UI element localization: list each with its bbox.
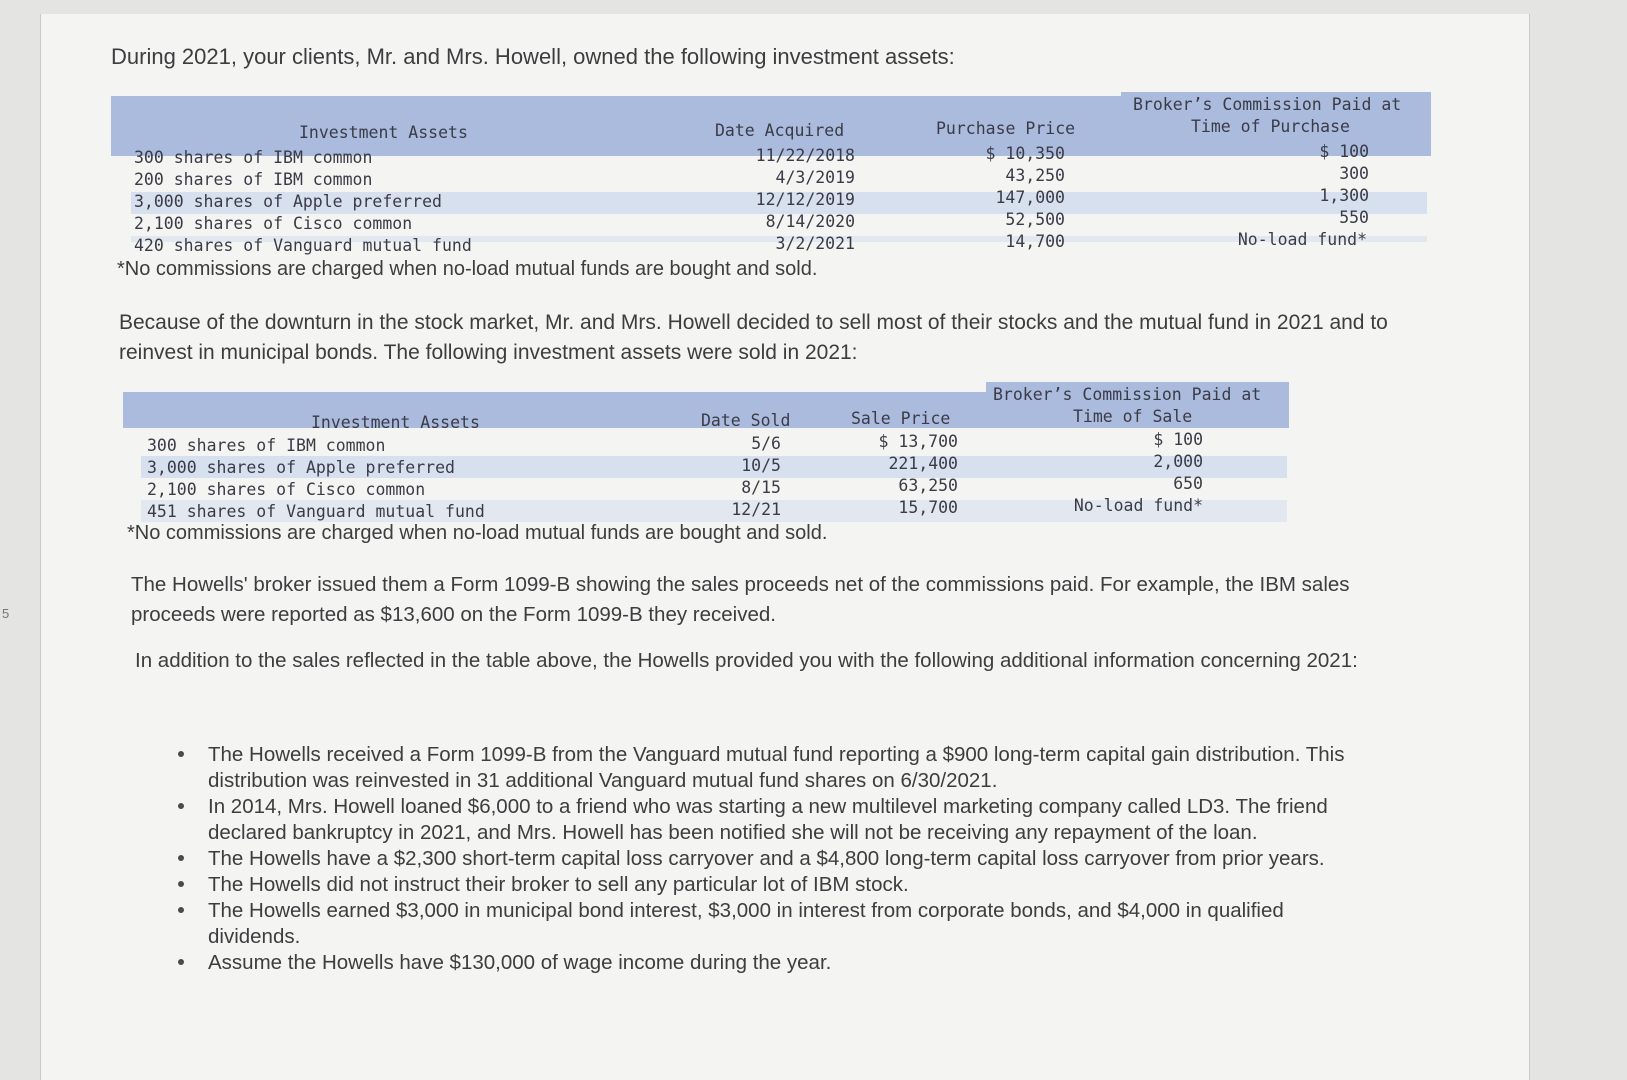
table-row: 3,000 shares of Apple preferred [147, 458, 455, 477]
table-cell-price: 15,700 [898, 498, 958, 517]
table-cell-date: 3/2/2021 [775, 234, 855, 253]
table-row: 300 shares of IBM common [147, 436, 386, 455]
table-cell-commission: No-load fund* [1237, 230, 1367, 249]
list-item [176, 872, 1376, 898]
intro-text: During 2021, your clients, Mr. and Mrs. Howell, owned the following investment assets: [111, 44, 955, 69]
table-row: 300 shares of IBM common [134, 148, 373, 167]
table-cell-date: 11/22/2018 [755, 146, 855, 165]
table-cell-price: $ 13,700 [878, 432, 958, 451]
table-cell-date: 8/14/2020 [765, 212, 855, 231]
table2-header-asset: Investment Assets [311, 413, 480, 432]
table2-header-date: Date Sold [701, 411, 791, 430]
table-cell-price: 63,250 [898, 476, 958, 495]
list-item [176, 742, 1376, 794]
bullet-icon [178, 881, 184, 887]
table1-footnote: *No commissions are charged when no-load mutual funds are bought and sold. [117, 258, 818, 280]
table-cell-price: 43,250 [1005, 166, 1065, 185]
table-row: 200 shares of IBM common [134, 170, 373, 189]
table1-header-commission-line2: Time of Purchase [1191, 117, 1350, 136]
table-cell-commission: $ 100 [1319, 142, 1369, 161]
table-cell-commission: 550 [1339, 208, 1369, 227]
list-item-text: The Howells received a Form 1099-B from the Vanguard mutual fund reporting a $900 long-term capital gain distribution. This distribution was reinvested in 31 additional Vanguard mutual fund shares on 6/30/2021. [208, 743, 1345, 792]
bullet-icon [178, 959, 184, 965]
table-cell-commission: 1,300 [1319, 186, 1369, 205]
table2-header-commission-line2: Time of Sale [1073, 407, 1193, 426]
table-cell-commission: 650 [1173, 474, 1203, 493]
broker-paragraph: The Howells' broker issued them a Form 1099-B showing the sales proceeds net of the commissions paid. For example, the IBM sales proceeds were reported as $13,600 on the Form 1099-B they received. [131, 573, 1350, 626]
list-item-text: The Howells earned $3,000 in municipal bond interest, $3,000 in interest from corporate bonds, and $4,000 in qualified dividends. [208, 899, 1284, 948]
table-cell-date: 10/5 [741, 456, 781, 475]
table-cell-price: 221,400 [888, 454, 958, 473]
bullet-icon [178, 751, 184, 757]
table2-header-price: Sale Price [851, 409, 951, 428]
additional-info-list [176, 742, 1376, 976]
list-item-text: In 2014, Mrs. Howell loaned $6,000 to a friend who was starting a new multilevel marketing company called LD3. The friend declared bankruptcy in 2021, and Mrs. Howell has been notified she will not be receiving any repayment of the loan. [208, 795, 1328, 844]
table-cell-date: 8/15 [741, 478, 781, 497]
table-cell-price: $ 10,350 [985, 144, 1065, 163]
table2-header-commission-line1: Broker’s Commission Paid at [993, 385, 1262, 404]
table-row: 420 shares of Vanguard mutual fund [134, 236, 472, 255]
edge-mark: 5 [2, 606, 10, 621]
table-cell-price: 52,500 [1005, 210, 1065, 229]
table-cell-commission: No-load fund* [1073, 496, 1203, 515]
table-cell-commission: $ 100 [1153, 430, 1203, 449]
table-cell-date: 5/6 [751, 434, 781, 453]
table-cell-date: 12/12/2019 [755, 190, 855, 209]
table-cell-date: 12/21 [731, 500, 781, 519]
list-item [176, 950, 1376, 976]
table-row: 3,000 shares of Apple preferred [134, 192, 442, 211]
list-item [176, 794, 1376, 846]
list-item [176, 846, 1376, 872]
table-row: 451 shares of Vanguard mutual fund [147, 502, 485, 521]
table2-footnote: *No commissions are charged when no-load mutual funds are bought and sold. [127, 522, 828, 544]
table-cell-price: 14,700 [1005, 232, 1065, 251]
additional-info-paragraph: In addition to the sales reflected in the table above, the Howells provided you with the following additional information concerning 2021: [135, 649, 1358, 672]
middle-paragraph: Because of the downturn in the stock market, Mr. and Mrs. Howell decided to sell most of their stocks and the mutual fund in 2021 and to reinvest in municipal bonds. The following investment assets were sold in 2021: [119, 311, 1388, 364]
list-item-text: The Howells have a $2,300 short-term capital loss carryover and a $4,800 long-term capital loss carryover from prior years. [208, 847, 1325, 870]
table-cell-date: 4/3/2019 [775, 168, 855, 187]
table1-header-asset: Investment Assets [299, 123, 468, 142]
table-cell-commission: 2,000 [1153, 452, 1203, 471]
list-item-text: Assume the Howells have $130,000 of wage income during the year. [208, 951, 832, 974]
table-row: 2,100 shares of Cisco common [134, 214, 413, 233]
bullet-icon [178, 855, 184, 861]
table-cell-commission: 300 [1339, 164, 1369, 183]
list-item-text: The Howells did not instruct their broker to sell any particular lot of IBM stock. [208, 873, 909, 896]
document-sheet [40, 14, 1530, 1080]
table-row: 2,100 shares of Cisco common [147, 480, 426, 499]
bullet-icon [178, 803, 184, 809]
bullet-icon [178, 907, 184, 913]
table1-header-commission-line1: Broker’s Commission Paid at [1133, 95, 1402, 114]
table1-header-price: Purchase Price [936, 119, 1076, 138]
table1-header-date: Date Acquired [715, 121, 845, 140]
list-item [176, 898, 1376, 950]
table-cell-price: 147,000 [995, 188, 1065, 207]
